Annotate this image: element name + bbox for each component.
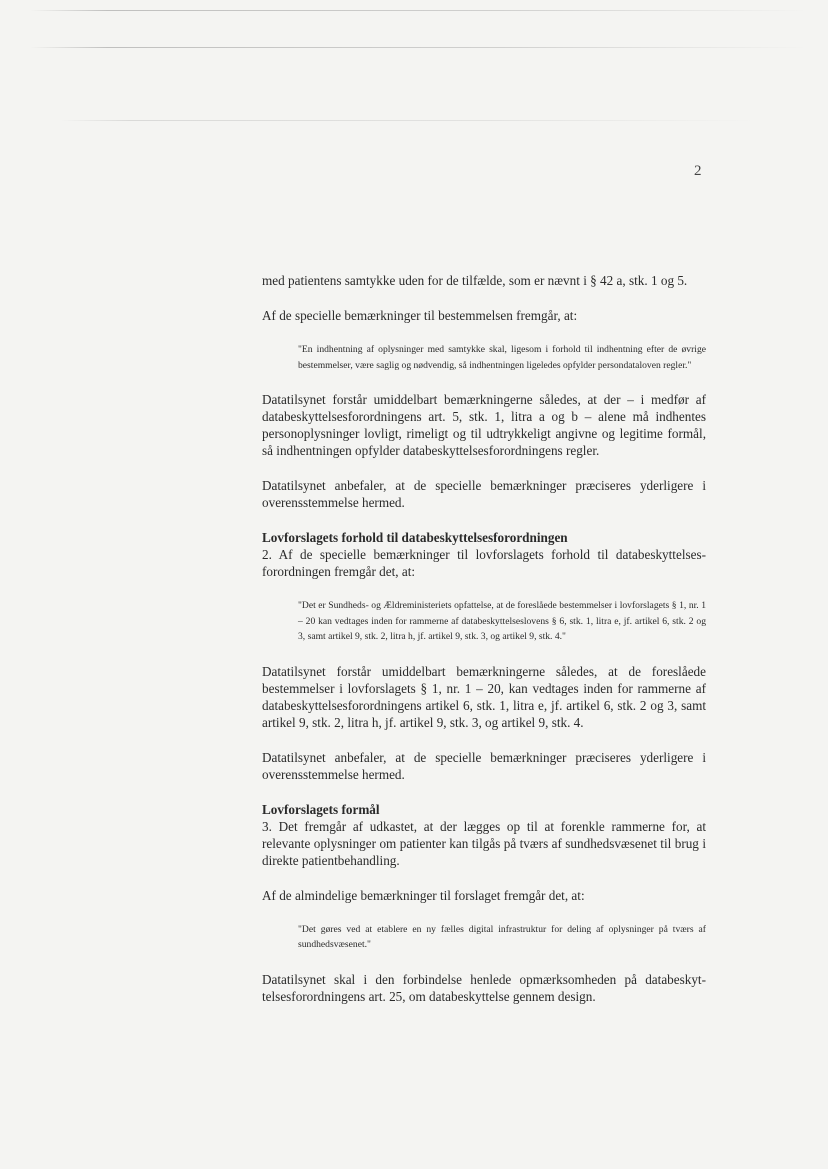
page-number: 2	[694, 163, 702, 179]
paragraph: Datatilsynet forstår umiddelbart bemærkningerne således, at der – i medfør af databeskyttelsesforordningens art. 5, stk. 1, litra a og b – alene må indhentes personoplysninger lovligt, rimeligt og til udtrykkeligt angivne og legitime formål, så indhentningen opfylder databeskyttelsesforordningens regler.	[262, 392, 706, 458]
scan-artifact-line	[60, 120, 758, 121]
scan-artifact-line	[30, 10, 808, 11]
paragraph: med patientens samtykke uden for de tilfælde, som er nævnt i § 42 a, stk. 1 og 5.	[262, 273, 688, 288]
paragraph: Af de specielle bemærkninger til bestemmelsen fremgår, at:	[262, 308, 578, 323]
block-quote: "Det gøres ved at etablere en ny fælles digital infrastruktur for deling af oplysninger på tværs af sundhedsvæsenet."	[298, 923, 706, 950]
paragraph: Datatilsynet forstår umiddelbart bemærkningerne således, at de foreslåede bestemmelser i lovforslagets § 1, nr. 1 – 20, kan vedtages inden for rammerne af databeskyttelsesforordningens artikel 6, stk. 1, litra e, jf. artikel 6, stk. 2 og 3, samt artikel 9, stk. 2, litra h, jf. artikel 9, stk. 3, og artikel 9, stk. 4.	[262, 663, 706, 730]
paragraph: 3. Det fremgår af udkastet, at der lægges op til at forenkle rammerne for, at relevante oplysninger om patienter kan tilgås på tværs af sundhedsvæsenet til brug i direkte patientbehandling.	[262, 818, 706, 868]
paragraph: Af de almindelige bemærkninger til forslaget fremgår det, at:	[262, 887, 585, 903]
scan-artifact-line	[30, 47, 808, 48]
block-quote: "En indhentning af oplysninger med samtykke skal, ligesom i forhold til indhentning efter de øvrige bestemmelser, være saglig og nødvendig, så indhentningen ligeledes opfylder persondataloven regler."	[298, 344, 706, 371]
paragraph: Datatilsynet anbefaler, at de specielle bemærkninger præciseres yderligere i overensstemmelse hermed.	[262, 749, 706, 782]
paragraph: Datatilsynet anbefaler, at de specielle bemærkninger præciseres yderligere i overensstemmelse hermed.	[262, 478, 706, 510]
section-heading: Lovforslagets forhold til databeskyttelsesforordningen	[262, 530, 568, 545]
paragraph: 2. Af de specielle bemærkninger til lovforslagets forhold til databeskyttelses-forordningen fremgår det, at:	[262, 547, 706, 579]
section-heading: Lovforslagets formål	[262, 801, 380, 817]
document-body	[262, 272, 706, 1023]
paragraph: Datatilsynet skal i den forbindelse henlede opmærksomheden på databeskyt-telsesforordningens art. 25, om databeskyttelse gennem design.	[262, 971, 706, 1004]
block-quote: "Det er Sundheds- og Ældreministeriets opfattelse, at de foreslåede bestemmelser i lovforslagets § 1, nr. 1 – 20 kan vedtages inden for rammerne af databeskyttelseslovens § 6, stk. 1, litra e, jf. artikel 6, stk. 2 og 3, samt artikel 9, stk. 2, litra h, jf. artikel 9, stk. 3, og artikel 9, stk. 4."	[298, 600, 706, 642]
